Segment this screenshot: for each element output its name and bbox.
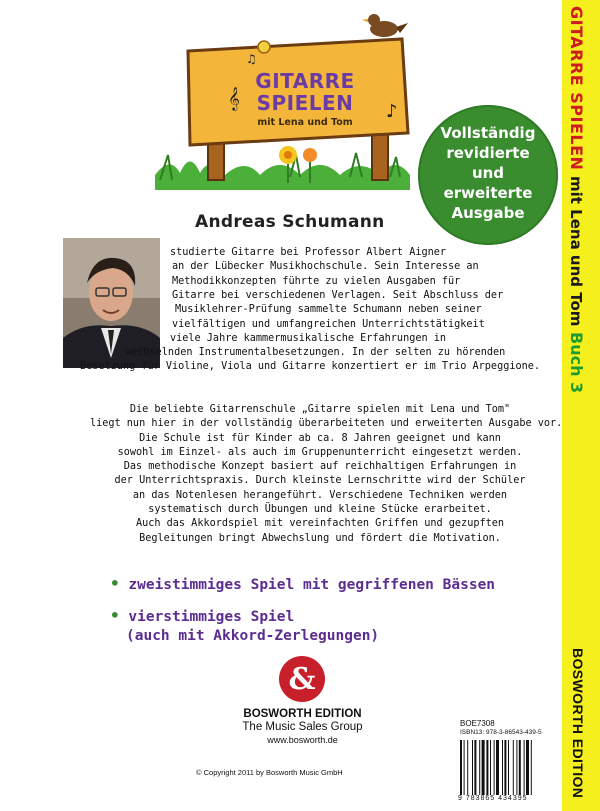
bio-line: Methodikkonzepten führte zu vielen Ausgaben für [172, 275, 461, 287]
logo-line3: mit Lena und Tom [257, 117, 353, 128]
bullet-item [110, 605, 294, 628]
badge-line: erweiterte [443, 184, 533, 202]
bullet-text: zweistimmiges Spiel mit gegriffenen Bässen [128, 577, 496, 593]
bullet-text: vierstimmiges Spiel [128, 609, 295, 625]
bio-line: vielfältigen und umfangreichen Unterrichtstätigkeit [172, 318, 485, 330]
logo-line2: SPIELEN [256, 91, 354, 115]
badge-line: Ausgabe [451, 204, 525, 222]
desc-line: sowohl im Einzel- als auch im Gruppenunterricht eingesetzt werden. [117, 446, 523, 458]
desc-line: Auch das Akkordspiel mit vereinfachten Griffen und gezupften [135, 518, 504, 530]
publisher-info [200, 708, 405, 746]
revised-edition-badge [418, 105, 558, 245]
badge-line: revidierte [446, 144, 530, 162]
spine-volume: Buch 3 [567, 332, 586, 394]
desc-line: an das Notenlesen herangeführt. Verschiedene Techniken werden [132, 489, 508, 501]
barcode-number: 9 783865 434395 [458, 795, 528, 802]
desc-line: der Unterrichtspraxis. Durch kleinste Lernschritte wird der Schüler [114, 475, 526, 487]
bullet-dot-icon: • [110, 574, 120, 593]
desc-line: Das methodische Konzept basiert auf reichhaltigen Erfahrungen in [123, 461, 517, 473]
svg-text:𝄞: 𝄞 [228, 86, 240, 110]
spine-subtitle: mit Lena und Tom [567, 176, 585, 327]
bio-line: Gitarre bei verschiedenen Verlagen. Seit Abschluss der [172, 289, 504, 301]
product-code: BOE7308 [460, 719, 495, 728]
publisher-url: www.bosworth.de [267, 735, 338, 745]
badge-line: und [471, 164, 505, 182]
spine-series: GITARRE SPIELEN [567, 6, 586, 171]
spine-title [567, 6, 597, 394]
desc-line: Begleitungen bringt Abwechslung und fördert die Motivation. [139, 532, 501, 544]
title-sign-logo [150, 5, 420, 200]
bio-line: an der Lübecker Musikhochschule. Sein Interesse an [172, 261, 479, 273]
publisher-group: The Music Sales Group [242, 721, 363, 733]
bio-line: studierte Gitarre bei Professor Albert Aigner [170, 247, 447, 258]
bio-line: wechselnden Instrumentalbesetzungen. In der selten zu hörenden [125, 347, 506, 359]
svg-text:&: & [288, 662, 316, 697]
barcode [458, 740, 558, 795]
badge-line: Vollständig [440, 124, 536, 142]
svg-text:♫: ♫ [246, 52, 257, 66]
desc-line: systematisch durch Übungen und kleine Stücke erarbeitet. [148, 504, 492, 516]
bullet-dot-icon: • [110, 606, 120, 625]
bullet-item [110, 573, 495, 596]
desc-line: liegt nun hier in der vollständig überarbeiteten und erweiterten Ausgabe vor. [90, 418, 563, 430]
svg-text:♪: ♪ [386, 101, 398, 122]
isbn: ISBN13: 978-3-86543-439-5 [460, 729, 542, 736]
bio-line: Musiklehrer-Prüfung sammelte Schumann neben seiner [175, 304, 482, 316]
book-description [90, 403, 563, 546]
bio-line: viele Jahre kammermusikalische Erfahrungen in [170, 332, 447, 344]
desc-line: Die Schule ist für Kinder ab ca. 8 Jahren geeignet und kann [139, 432, 501, 444]
publisher-name: BOSWORTH EDITION [243, 708, 362, 720]
bullet-continuation: (auch mit Akkord-Zerlegungen) [126, 628, 380, 644]
copyright: © Copyright 2011 by Bosworth Music GmbH [196, 768, 343, 777]
publisher-logo-icon [279, 656, 325, 702]
author-name: Andreas Schumann [195, 212, 385, 232]
desc-line: Die beliebte Gitarrenschule „Gitarre spielen mit Lena und Tom" [129, 404, 511, 415]
bio-line: Besetzung für Violine, Viola und Gitarre konzertiert er im Trio Arpeggione. [80, 361, 541, 373]
logo-line1: GITARRE [255, 69, 355, 93]
spine-publisher: BOSWORTH EDITION [570, 648, 586, 799]
